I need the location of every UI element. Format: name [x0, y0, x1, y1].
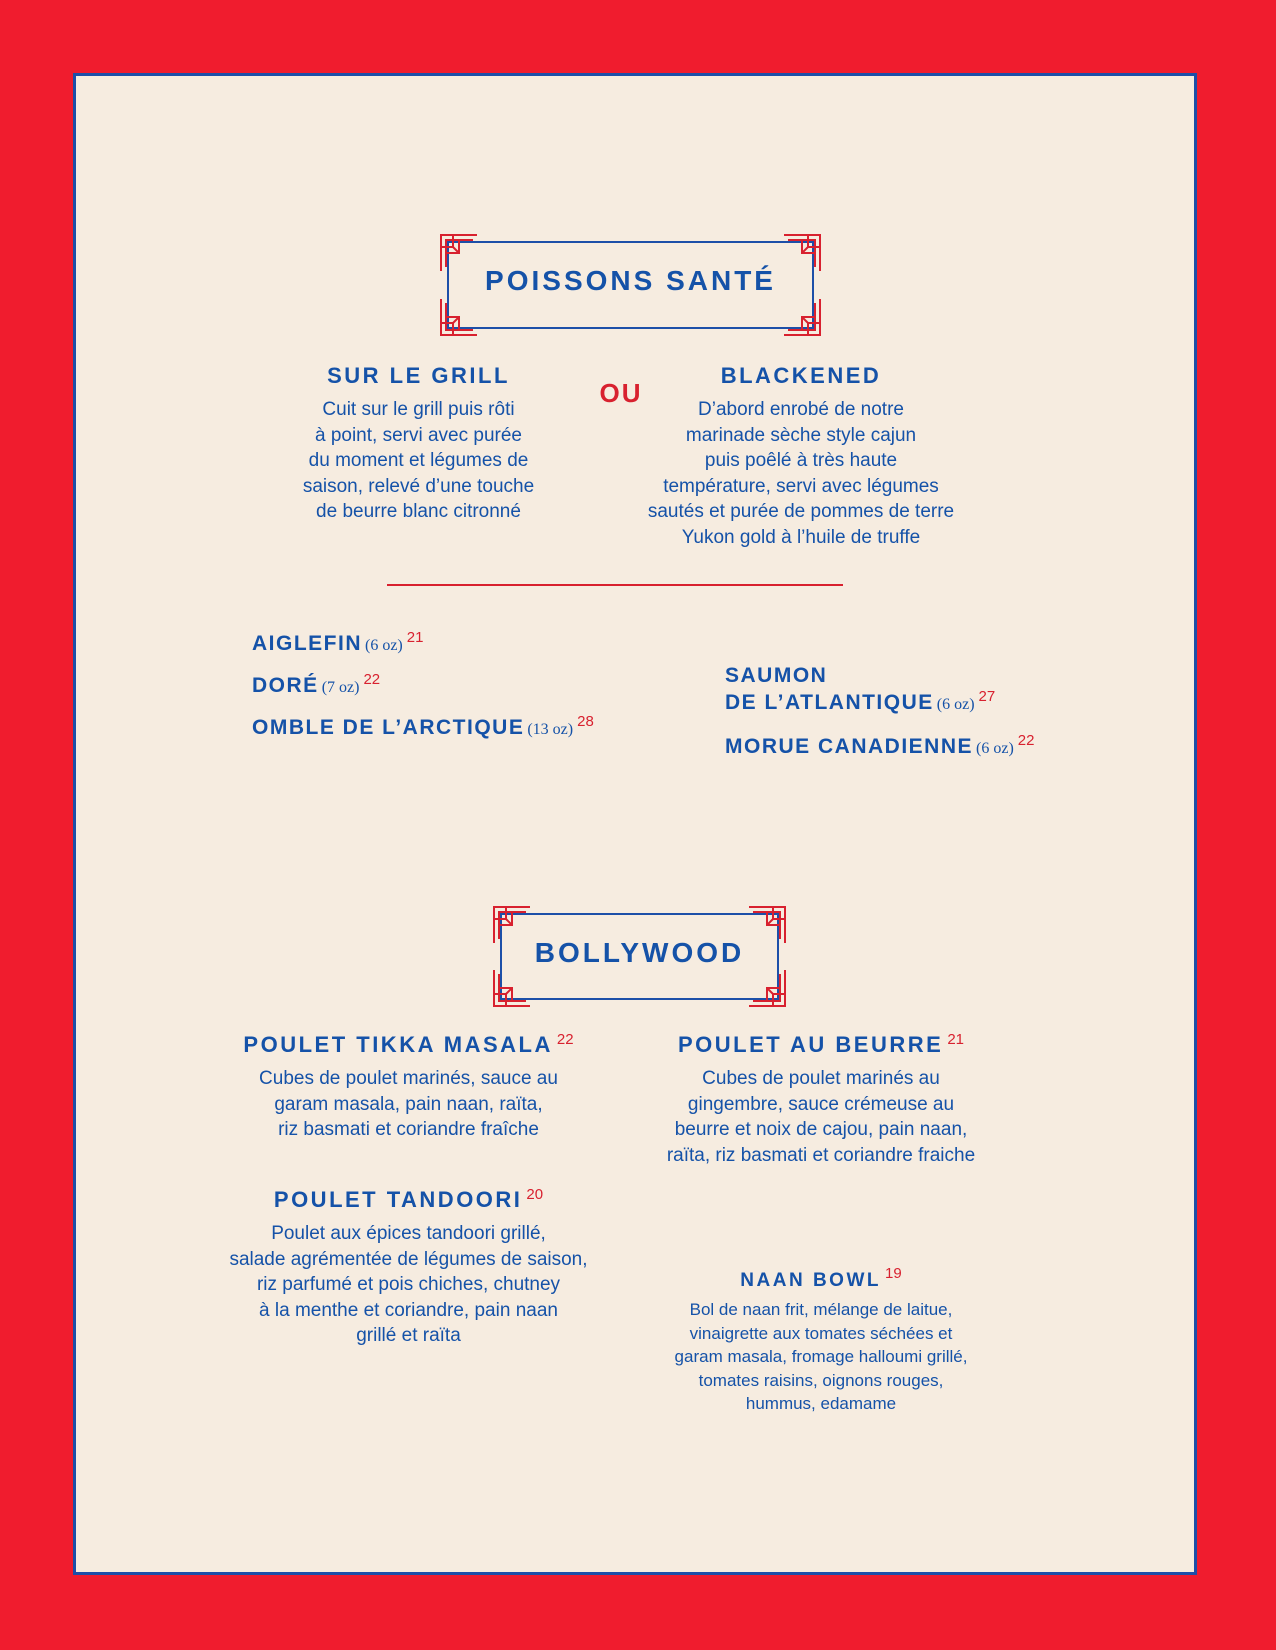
- dish-name: POULET AU BEURRE: [678, 1032, 944, 1057]
- dish-name: NAAN BOWL: [740, 1270, 881, 1291]
- fish-price: 22: [363, 671, 381, 688]
- dish-description: Poulet aux épices tandoori grillé, salade agrémentée de légumes de saison, riz parfumé et pois chiches, chutney à la menthe et coriandre, pain naan grillé et raïta: [229, 1223, 588, 1346]
- dish-description: Cubes de poulet marinés au gingembre, sauce crémeuse au beurre et noix de cajou, pain naan, raïta, riz basmati et coriandre fraiche: [666, 1068, 976, 1166]
- bollywood-title-frame: [492, 905, 787, 1008]
- fish-name: AIGLEFIN: [252, 632, 362, 655]
- fish-name-line1: SAUMON: [725, 664, 828, 687]
- method-description-blackened: D’abord enrobé de notre marinade sèche style cajun puis poêlé à très haute température, servi avec légumes sautés et purée de pommes de terre Yukon gold à l’huile de truffe: [647, 399, 955, 548]
- fish-weight: (6 oz): [976, 740, 1014, 757]
- method-description-grill: Cuit sur le grill puis rôti à point, servi avec purée du moment et légumes de saison, relevé d’une touche de beurre blanc citronné: [302, 399, 535, 522]
- fish-name: OMBLE DE L’ARCTIQUE: [252, 716, 525, 739]
- poissons-title-frame: [439, 233, 822, 337]
- fish-item: [725, 664, 995, 715]
- fish-name: DE L’ATLANTIQUE: [725, 691, 934, 714]
- dish-price: 19: [885, 1265, 902, 1282]
- method-title-grill: SUR LE GRILL: [327, 363, 510, 388]
- fish-price: 21: [406, 629, 424, 646]
- dish-description: Cubes de poulet marinés, sauce au garam masala, pain naan, raïta, riz basmati et coriandre fraîche: [259, 1068, 558, 1140]
- dish-name: POULET TANDOORI: [273, 1187, 523, 1212]
- method-title-blackened: BLACKENED: [720, 363, 882, 388]
- fish-price: 28: [577, 713, 594, 730]
- fish-weight: (7 oz): [321, 679, 360, 696]
- fish-price: 22: [1017, 732, 1035, 749]
- ornament-corner-icon: [492, 968, 532, 1008]
- fish-weight: (6 oz): [365, 637, 403, 654]
- section-title-bollywood: BOLLYWOOD: [534, 937, 745, 968]
- menu-page: [73, 73, 1197, 1575]
- dish-price: 21: [947, 1031, 964, 1048]
- fish-item: [252, 629, 423, 656]
- dish-price: 20: [526, 1186, 544, 1203]
- fish-item: [252, 671, 380, 698]
- fish-weight: (13 oz): [527, 721, 574, 738]
- fish-price: 27: [978, 688, 996, 705]
- dish-description: Bol de naan frit, mélange de laitue, vinaigrette aux tomates séchées et garam masala, fromage halloumi grillé, tomates raisins, oignons rouges, hummus, edamame: [674, 1300, 968, 1413]
- fish-item: [252, 713, 594, 740]
- dish-title: [621, 1265, 1021, 1292]
- ornament-corner-icon: [782, 297, 822, 337]
- fish-weight: (6 oz): [936, 696, 975, 713]
- fish-item: [725, 732, 1034, 759]
- dish-name: POULET TIKKA MASALA: [243, 1032, 553, 1057]
- dish-title: [191, 1186, 626, 1213]
- fish-name: DORÉ: [252, 674, 319, 697]
- section-title-poissons: POISSONS SANTÉ: [485, 265, 776, 296]
- fish-name: MORUE CANADIENNE: [725, 735, 974, 758]
- dish-title: [191, 1031, 626, 1058]
- dish-title: [621, 1031, 1021, 1058]
- divider-rule: [387, 584, 843, 586]
- ornament-corner-icon: [747, 968, 787, 1008]
- dish-price: 22: [556, 1031, 574, 1048]
- or-label: OU: [599, 378, 643, 408]
- ornament-corner-icon: [439, 297, 479, 337]
